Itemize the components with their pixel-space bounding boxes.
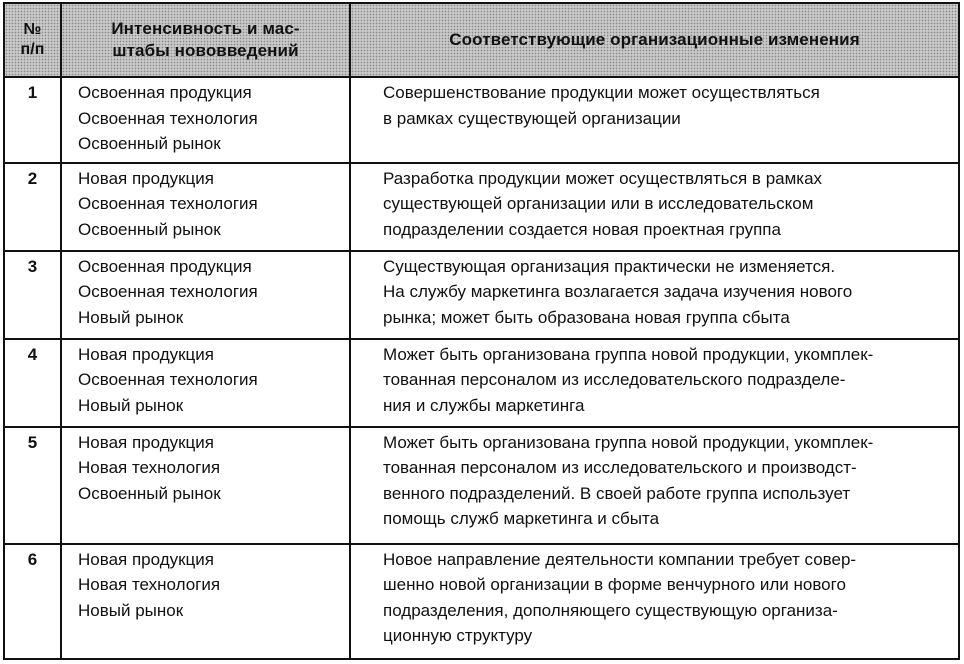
table-row [4,251,959,339]
intensity-cell [61,339,350,427]
table-row [4,163,959,251]
innovation-organization-table [3,2,960,660]
intensity-cell [61,251,350,339]
changes-line: Разработка продукции может осуществляться в рамках [383,168,823,188]
table-row [4,77,959,163]
changes-line: венного подразделений. В своей работе группа использует [383,483,851,503]
intensity-cell [61,77,350,163]
header-changes-line: Соответствующие организационные изменения [449,30,860,49]
row-number: 3 [4,251,61,339]
header-intensity [61,3,350,77]
intensity-line: Новая продукция [78,344,214,364]
row-number: 4 [4,339,61,427]
intensity-line: Новая продукция [78,432,214,452]
header-number-line: № [23,21,42,38]
intensity-line: Новая продукция [78,168,214,188]
header-number [4,3,61,77]
table-row [4,427,959,544]
intensity-line: Освоенная технология [78,194,258,214]
header-number-line: п/п [20,41,45,58]
header-changes [350,3,959,77]
row-number: 5 [4,427,61,544]
intensity-line: Освоенная технология [78,282,258,302]
changes-line: шенно новой организации в форме венчурного или нового [383,575,846,595]
intensity-line: Новый рынок [78,395,184,415]
header-intensity-line: Интенсивность и мас- [111,19,300,38]
document-page [3,2,958,660]
changes-cell [350,427,959,544]
intensity-line: Новая технология [78,458,221,478]
intensity-line: Новый рынок [78,600,184,620]
intensity-cell [61,427,350,544]
changes-line: Может быть организована группа новой продукции, укомплек- [383,344,874,364]
changes-line: Совершенствование продукции может осуществляться [383,83,820,102]
changes-cell [350,544,959,659]
changes-line: тованная персоналом из исследовательского подразделе- [383,370,846,390]
intensity-line: Освоенная продукция [78,83,252,102]
changes-line: Существующая организация практически не изменяется. [383,256,836,276]
intensity-line: Освоенный рынок [78,134,221,153]
changes-line: Может быть организована группа новой продукции, укомплек- [383,432,874,452]
changes-cell [350,77,959,163]
row-number: 6 [4,544,61,659]
changes-cell [350,251,959,339]
changes-cell [350,163,959,251]
changes-line: На службу маркетинга возлагается задача изучения нового [383,282,853,302]
header-intensity-line: штабы нововведений [112,41,299,60]
intensity-line: Освоенная продукция [78,256,252,276]
table-row [4,544,959,659]
intensity-line: Новый рынок [78,307,184,327]
intensity-line: Освоенный рынок [78,219,221,239]
changes-line: существующей организации или в исследовательском [383,194,814,214]
changes-line: Новое направление деятельности компании требует совер- [383,549,857,569]
changes-line: ния и службы маркетинга [383,395,585,415]
changes-line: подразделении создается новая проектная группа [383,219,781,239]
intensity-cell [61,544,350,659]
changes-line: в рамках существующей организации [383,108,681,128]
intensity-line: Освоенный рынок [78,483,221,503]
changes-cell [350,339,959,427]
changes-line: подразделения, дополняющего существующую организа- [383,600,838,620]
row-number: 2 [4,163,61,251]
changes-line: тованная персоналом из исследовательского и производст- [383,458,857,478]
table-header-row [4,3,959,77]
table-row [4,339,959,427]
intensity-line: Освоенная технология [78,108,258,128]
intensity-line: Освоенная технология [78,370,258,390]
intensity-line: Новая продукция [78,549,214,569]
row-number: 1 [4,77,61,163]
intensity-line: Новая технология [78,575,221,595]
changes-line: ционную структуру [383,626,533,646]
intensity-cell [61,163,350,251]
changes-line: помощь служб маркетинга и сбыта [383,509,660,529]
changes-line: рынка; может быть образована новая группа сбыта [383,307,790,327]
